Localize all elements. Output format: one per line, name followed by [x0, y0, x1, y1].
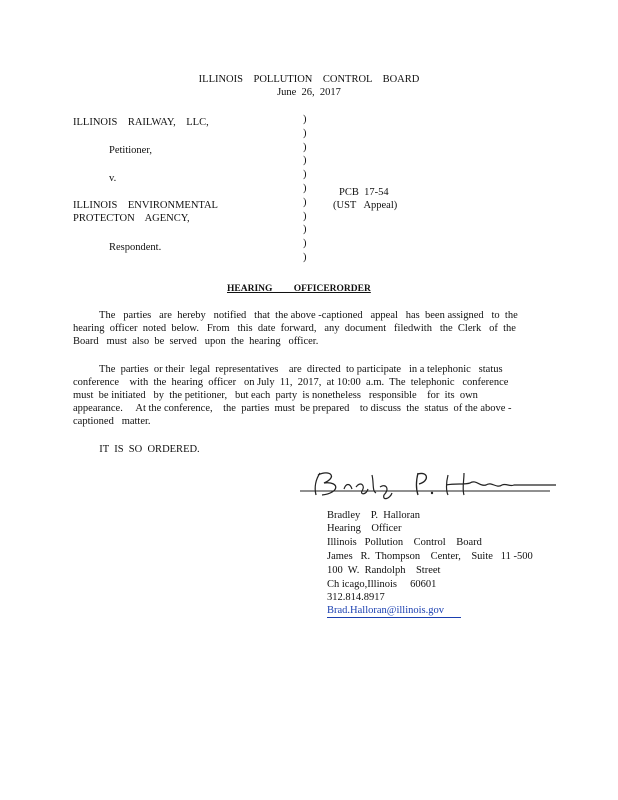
caption-paren: ) — [303, 238, 307, 250]
paragraph-line: must be initiated by the petitioner, but each party is nonetheless responsible for its own — [73, 390, 478, 401]
order-date: June 26, 2017 — [277, 87, 341, 98]
signer-title: Hearing Officer — [327, 523, 402, 534]
versus-label: v. — [109, 173, 117, 184]
paragraph-line: The parties or their legal representatives are directed to participate in a telephonic status — [73, 364, 503, 375]
email-link[interactable]: Brad.Halloran@illinois.gov — [327, 604, 461, 618]
case-type: (UST Appeal) — [333, 200, 398, 211]
paragraph-notice — [73, 309, 533, 348]
caption-paren: ) — [303, 127, 307, 139]
handwritten-signature — [300, 465, 560, 505]
caption-paren: ) — [303, 182, 307, 194]
case-number: PCB 17-54 — [339, 187, 389, 198]
petitioner-role: Petitioner, — [109, 145, 153, 156]
address-line-1: James R. Thompson Center, Suite 11 -500 — [327, 551, 533, 562]
caption-paren: ) — [303, 196, 307, 208]
address-line-2: 100 W. Randolph Street — [327, 565, 441, 576]
petitioner-name: ILLINOIS RAILWAY, LLC, — [73, 117, 209, 128]
paragraph-conference — [73, 363, 533, 428]
board-name-heading: ILLINOIS POLLUTION CONTROL BOARD — [198, 74, 420, 85]
caption-paren: ) — [303, 169, 307, 181]
caption-paren: ) — [303, 210, 307, 222]
paragraph-line: captioned matter. — [73, 416, 151, 427]
respondent-name-line2: PROTECTON AGENCY, — [73, 213, 190, 224]
signer-organization: Illinois Pollution Control Board — [327, 537, 482, 548]
paragraph-line: conference with the hearing officer on July 11, 2017, at 10:00 a.m. The telephonic conference — [73, 377, 509, 388]
respondent-name-line1: ILLINOIS ENVIRONMENTAL — [73, 200, 218, 211]
so-ordered-line — [73, 443, 533, 456]
paragraph-line: hearing officer noted below. From this date forward, any document filedwith the Clerk of the — [73, 323, 516, 334]
caption-paren: ) — [303, 114, 307, 125]
paragraph-line: IT IS SO ORDERED. — [73, 444, 200, 455]
caption-paren: ) — [303, 155, 307, 167]
paragraph-line: appearance. At the conference, the parties must be prepared to discuss the status of the above - — [73, 403, 512, 414]
order-title: HEARING OFFICERORDER — [227, 284, 371, 294]
address-line-3: Ch icago,Illinois 60601 — [327, 579, 437, 590]
respondent-role: Respondent. — [109, 242, 162, 253]
caption-paren: ) — [303, 224, 307, 236]
caption-paren-column — [303, 113, 313, 265]
paragraph-line: The parties are hereby notified that the above -captioned appeal has been assigned to the — [73, 310, 518, 321]
caption-paren: ) — [303, 141, 307, 153]
signer-name: Bradley P. Halloran — [327, 510, 421, 521]
caption-paren: ) — [303, 251, 307, 263]
phone-number: 312.814.8917 — [327, 592, 385, 603]
paragraph-line: Board must also be served upon the hearing officer. — [73, 336, 319, 347]
